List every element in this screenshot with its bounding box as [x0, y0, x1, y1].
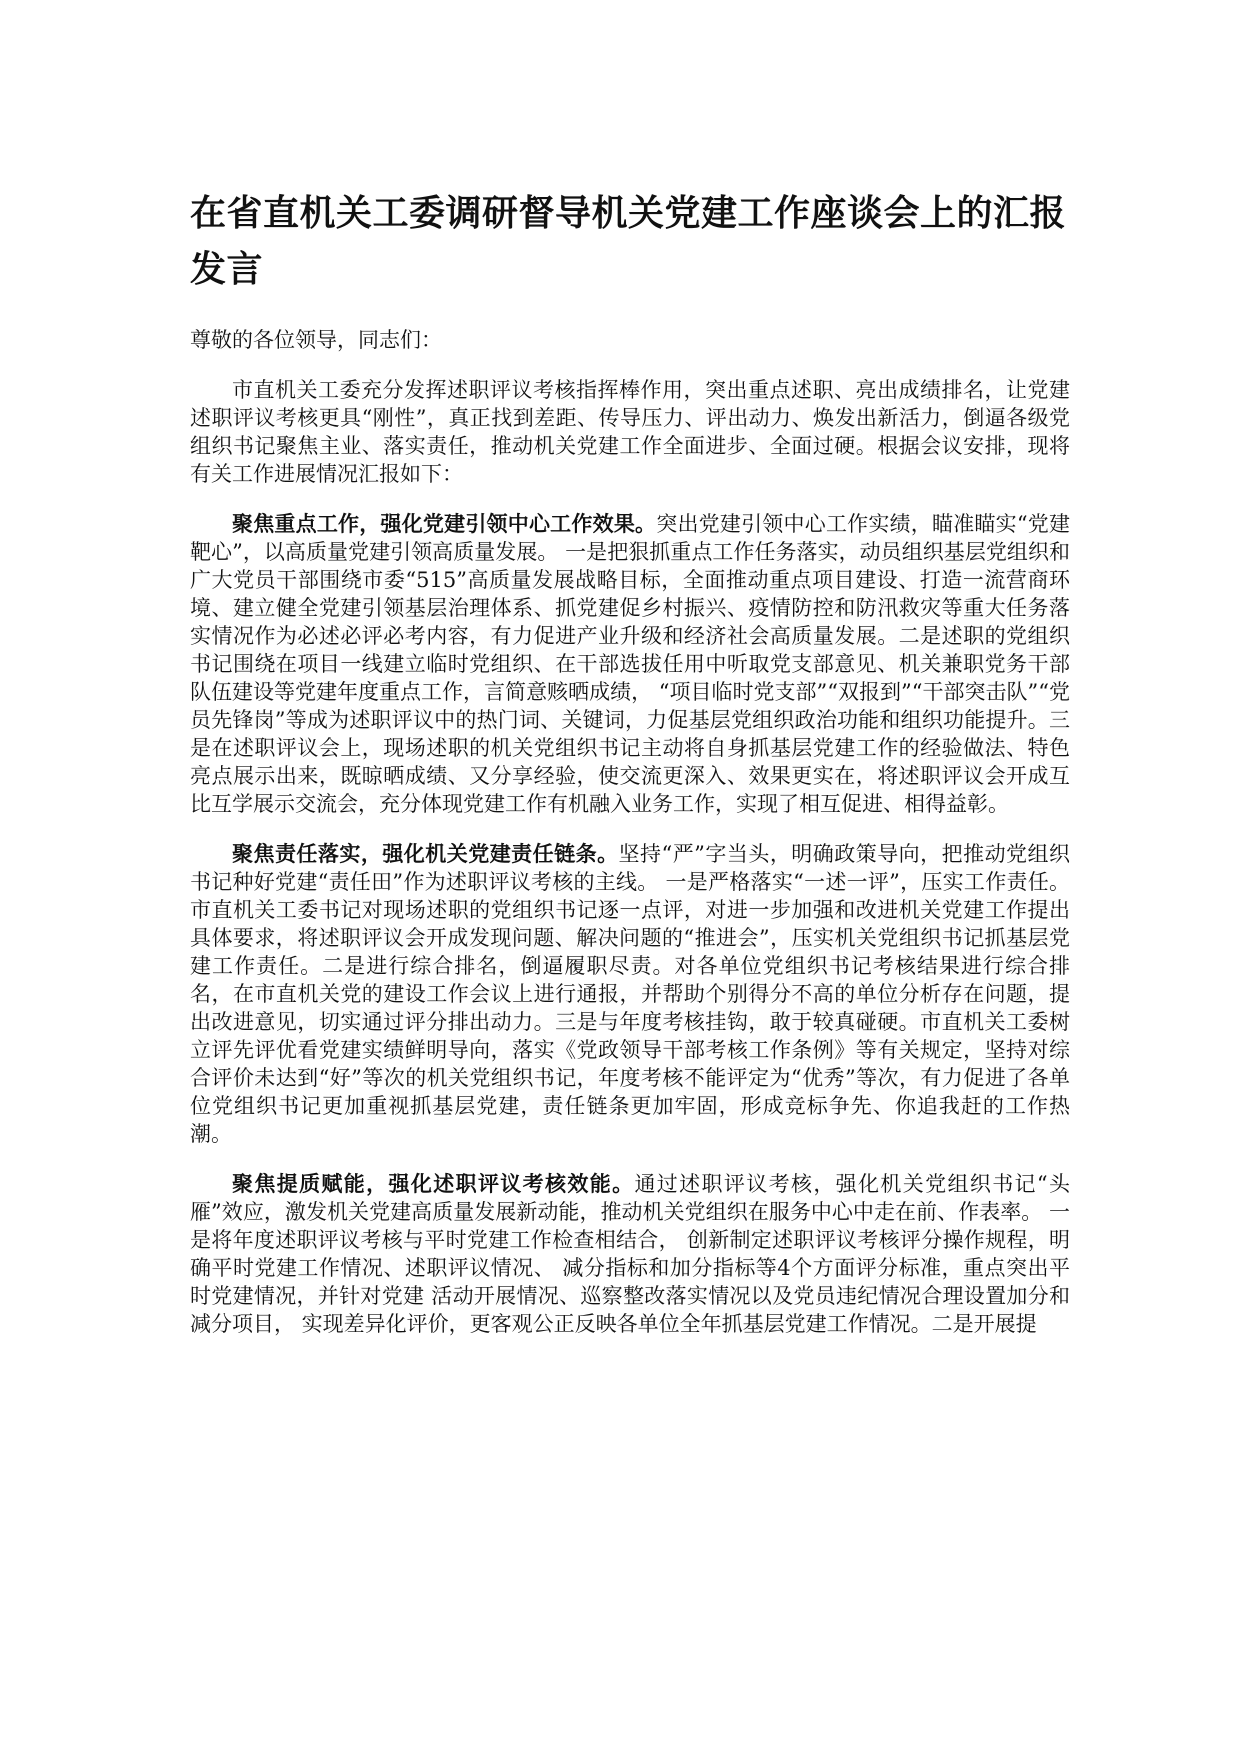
- section-3-body: 通过述职评议考核，强化机关党组织书记“头雁”效应，激发机关党建高质量发展新动能，推动机关党组织在服务中心中走在前、作表率。 一是将年度述职评议考核与平时党建工作检查相结合， 创新制定述职评议考核评分操作规程，明确平时党建工作情况、述职评议情况、 减分指标和加分指标等4个方面评分标准，重点突出平时党建情况，并针对党建 活动开展情况、巡察整改落实情况以及党员违纪情况合理设置加分和减分项目， 实现差异化评价，更客观公正反映各单位全年抓基层党建工作情况。二是开展提: [190, 1172, 1070, 1336]
- section-3-lead: 聚焦提质赋能，强化述职评议考核效能。: [232, 1171, 635, 1196]
- section-2-lead: 聚焦责任落实，强化机关党建责任链条。: [232, 841, 619, 866]
- section-3-paragraph: [190, 1170, 1070, 1338]
- section-1-lead: 聚焦重点工作，强化党建引领中心工作效果。: [232, 511, 657, 536]
- section-1-body: 突出党建引领中心工作实绩，瞄准瞄实“党建靶心”，以高质量党建引领高质量发展。 一是把狠抓重点工作任务落实，动员组织基层党组织和广大党员干部围绕市委“515”高质量发展战略目标，全面推动重点项目建设、打造一流营商环境、建立健全党建引领基层治理体系、抓党建促乡村振兴、疫情防控和防汛救灾等重大任务落实情况作为必述必评必考内容，有力促进产业升级和经济社会高质量发展。二是述职的党组织书记围绕在项目一线建立临时党组织、在干部选拔任用中听取党支部意见、机关兼职党务干部队伍建设等党建年度重点工作，言简意赅晒成绩， “项目临时党支部”“双报到”“干部突击队”“党员先锋岗”等成为述职评议中的热门词、关键词，力促基层党组织政治功能和组织功能提升。三是在述职评议会上，现场述职的机关党组织书记主动将自身抓基层党建工作的经验做法、特色亮点展示出来，既晾晒成绩、又分享经验，使交流更深入、效果更实在，将述职评议会开成互比互学展示交流会，充分体现党建工作有机融入业务工作，实现了相互促进、相得益彰。: [190, 512, 1071, 816]
- salutation: 尊敬的各位领导，同志们：: [190, 328, 442, 352]
- section-1-paragraph: [190, 510, 1070, 818]
- intro-paragraph: 市直机关工委充分发挥述职评议考核指挥棒作用，突出重点述职、亮出成绩排名，让党建述职评议考核更具“刚性”，真正找到差距、传导压力、评出动力、焕发出新活力，倒逼各级党组织书记聚焦主业、落实责任，推动机关党建工作全面进步、全面过硬。根据会议安排，现将有关工作进展情况汇报如下：: [190, 378, 1070, 486]
- section-2-body: 坚持“严”字当头，明确政策导向，把推动党组织书记种好党建“责任田”作为述职评议考核的主线。 一是严格落实“一述一评”，压实工作责任。市直机关工委书记对现场述职的党组织书记逐一点评，对进一步加强和改进机关党建工作提出具体要求，将述职评议会开成发现问题、解决问题的“推进会”，压实机关党组织书记抓基层党建工作责任。二是进行综合排名，倒逼履职尽责。对各单位党组织书记考核结果进行综合排名，在市直机关党的建设工作会议上进行通报，并帮助个别得分不高的单位分析存在问题，提出改进意见，切实通过评分排出动力。三是与年度考核挂钩，敢于较真碰硬。市直机关工委树立评先评优看党建实绩鲜明导向，落实《党政领导干部考核工作条例》等有关规定，坚持对综合评价未达到“好”等次的机关党组织书记，年度考核不能评定为“优秀”等次，有力促进了各单位党组织书记更加重视抓基层党建，责任链条更加牢固，形成竞标争先、你追我赶的工作热潮。: [190, 842, 1070, 1146]
- document-title: 在省直机关工委调研督导机关党建工作座谈会上的汇报发言: [190, 193, 1067, 290]
- document-page: [190, 186, 1070, 1360]
- section-2-paragraph: [190, 840, 1070, 1148]
